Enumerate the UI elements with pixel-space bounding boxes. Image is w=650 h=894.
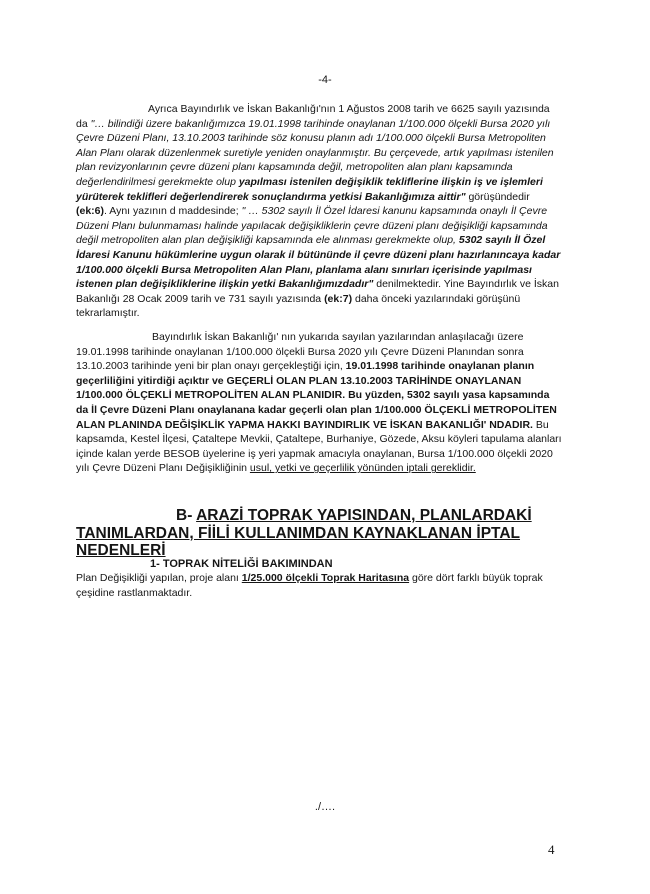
p2-bold-text: 19.01.1998 tarihinde onaylanan planın geçerliliğini yitirdiği açıktır ve GEÇERLİ OLAN PLAN 13.10.2003 TARİHİNDE ONAYLANAN 1/100.000 ÖLÇEKLİ METROPOLİTEN ALAN PLANIDIR. Bu yüzden, 5302 sayılı yasa kapsamında da İl Çevre Düzeni Planı onaylanana kadar geçerli olan plan 1/100.000 ÖLÇEKLİ METROPOLİTEN ALAN PLANINDA DEĞİŞİKLİK YAPMA HAKKI BAYINDIRLIK VE İSKAN BAKANLIĞI' NDADIR. — [76, 360, 557, 431]
p1-text: Ayrıca Bayındırlık ve İskan Bakanlığı'nın 1 Ağustos 2008 tarih ve 6625 sayılı yazısında da — [76, 103, 550, 130]
paragraph-bakanlik-yazisi — [76, 102, 562, 321]
p1-quote-1-bold: yapılması istenilen değişiklik tekliflerine ilişkin iş ve işlemleri yürüterek teklifleri değerlendirerek sonuçlandırma yetkisi Bakanlığımıza aittir" — [76, 175, 543, 203]
p1-text: denilmektedir. Yine Bayındırlık ve İskan Bakanlığı 28 Ocak 2009 tarih ve 731 sayılı yazısında — [76, 278, 559, 305]
section-heading — [76, 507, 562, 560]
p2-underlined-conclusion: usul, yetki ve geçerlilik yönünden iptali gereklidir. — [249, 462, 476, 475]
paragraph-toprak — [76, 571, 562, 600]
p1-text: görüşündedir — [465, 190, 530, 203]
section-heading-prefix: B- — [176, 507, 197, 524]
p1-ek7-ref: (ek:7) — [324, 292, 353, 305]
subsection-heading: 1- TOPRAK NİTELİĞİ BAKIMINDAN — [150, 558, 333, 570]
p3-text: Plan Değişikliği yapılan, proje alanı — [76, 572, 242, 584]
p3-text: göre dört farklı büyük toprak çeşidine rastlanmaktadır. — [76, 572, 543, 599]
p2-text: Bu kapsamda, Kestel İlçesi, Çataltepe Mevkii, Çataltepe, Burhaniye, Gözede, Aksu köyleri tapulama alanları içinde kalan yerde BESOB üyelerine iş yeri yapmak amacıyla onaylanan, Bursa 1/100.000 ölçekli 2020 yılı Çevre Düzeni Planı Değişikliğinin — [76, 418, 562, 475]
continuation-marker: ./…. — [314, 801, 336, 813]
p1-quote-2: " … 5302 sayılı İl Özel İdaresi kanunu kapsamında onaylı İl Çevre Düzeni Planı bulunmaması halinde yapılacak değişikliklerin çevre düzeni planı değişikliği kapsamında değil metropoliten alan plan değişikliği kapsamında ele alınması gerekmekte olup, — [76, 205, 548, 247]
p1-text: daha önceki yazılarındaki görüşünü tekrarlamıştır. — [76, 292, 521, 320]
paragraph-sonuc — [76, 330, 562, 476]
p1-ek6-ref: (ek:6) — [76, 205, 105, 218]
p1-quote-1: "… bilindiği üzere bakanlığımızca 19.01.1998 tarihinde onaylanan 1/100.000 ölçekli Bursa 2020 yılı Çevre Düzeni Planı, 13.10.2003 tarihinde söz konusu planın adı 1/100.000 ölçekli Bursa Metropoliten Alan Planı olarak düzenlenmek suretiyle yeniden onaylanmıştır. Bu çerçevede, artık yapılması istenilen plan revizyonlarının çevre düzeni planı kapsamında değil, metropoliten alan planı kapsamında değerlendirilmesi gerekmekte olup — [76, 117, 554, 188]
p2-text: Bayındırlık İskan Bakanlığı' nın yukarıda sayılan yazılarından anlaşılacağı üzere 19.01.1998 tarihinde onaylanan 1/100.000 ölçekli Bursa 2020 yılı Çevre Düzeni Planından sonra 13.10.2003 tarihinde yeni bir plan onayı gerçekleştiği için, — [76, 331, 524, 373]
p1-quote-2-bold: 5302 sayılı İl Özel İdaresi Kanunu hükümlerine uygun olarak il bütününde il çevre düzeni planı hazırlanıncaya kadar 1/100.000 ölçekli Bursa Metropoliten Alan Planı, planlama alanı sınırları içerisinde yapılması istenen plan değişikliklerine ilişkin yetki Bakanlığımızdadır" — [76, 234, 561, 291]
p3-toprak-haritasi: 1/25.000 ölçekli Toprak Haritasına — [241, 572, 410, 584]
p1-text: . Aynı yazının d maddesinde; — [104, 205, 242, 218]
section-heading-title: ARAZİ TOPRAK YAPISINDAN, PLANLARDAKİ TANIMLARDAN, FİİLİ KULLANIMDAN KAYNAKLANAN İPTAL NEDENLERİ — [76, 507, 532, 559]
page-marker-top: -4- — [318, 74, 332, 86]
page-number: 4 — [548, 842, 555, 857]
